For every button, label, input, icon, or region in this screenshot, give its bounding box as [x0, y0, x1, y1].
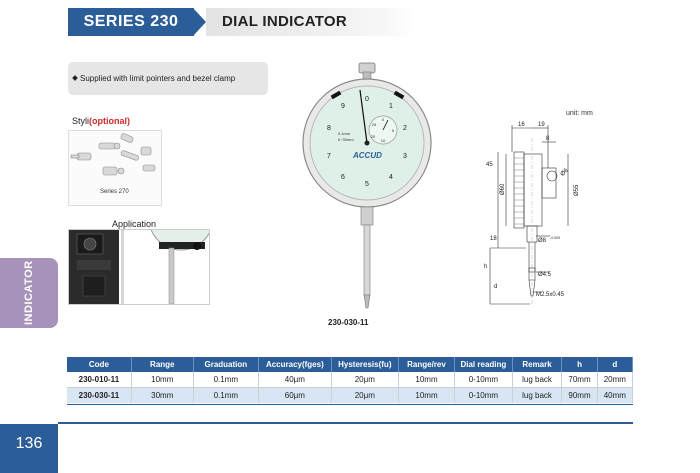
- contact-point: [364, 295, 370, 308]
- application-photo: [68, 229, 210, 305]
- indicator-stem: [169, 248, 174, 304]
- counter-number: 10: [380, 138, 386, 143]
- page-number: 136: [15, 435, 43, 452]
- stem-sleeve: [361, 207, 373, 225]
- table-cell-code: 230-030-11: [67, 388, 131, 404]
- table-cell: 60μm: [258, 388, 331, 404]
- clamp-knob-icon: [84, 238, 96, 250]
- lug-back: [542, 168, 556, 198]
- dial-number: 9: [341, 103, 345, 110]
- lug-hole: [547, 171, 557, 181]
- dim-6: Ø6: [559, 167, 570, 178]
- stylus-4: [121, 150, 140, 161]
- dial-number: 4: [389, 174, 393, 181]
- column-header: Accuracy(fges): [258, 357, 331, 372]
- table-cell: 10mm: [131, 372, 193, 388]
- table-cell: 0-10mm: [455, 372, 513, 388]
- stylus-3: [120, 133, 133, 144]
- column-header: Code: [67, 357, 131, 372]
- product-model-label: 230-030-11: [328, 318, 369, 327]
- counter-number: 20: [370, 134, 376, 139]
- dial-number: 1: [389, 103, 393, 110]
- column-header: h: [562, 357, 597, 372]
- bezel-side: [514, 152, 524, 228]
- dial-range-text: 0~30mm: [338, 137, 354, 142]
- dial-number: 6: [341, 174, 345, 181]
- section-tab-label: INDICATOR: [23, 260, 35, 326]
- application-illustration: [69, 230, 209, 304]
- table-cell: 30mm: [131, 388, 193, 404]
- styli-label-text: Styli: [72, 116, 90, 126]
- dim-45: 45: [486, 162, 493, 168]
- holder-arm: [77, 260, 111, 270]
- series-tab: SERIES 230: [68, 8, 194, 36]
- table-cell-code: 230-010-11: [67, 372, 131, 388]
- stylus-1-tip: [71, 155, 79, 158]
- dim-19: 19: [538, 122, 545, 128]
- stylus-2: [99, 143, 115, 149]
- column-header: Graduation: [193, 357, 258, 372]
- table-cell: 10mm: [398, 388, 454, 404]
- brand-logo: ACCUD: [353, 151, 382, 160]
- dim-4-5: Ø4.5: [538, 272, 552, 278]
- table-cell: 20μm: [331, 388, 398, 404]
- feature-text: Supplied with limit pointers and bezel clamp: [80, 74, 236, 83]
- series270-label: Series 270: [100, 189, 129, 195]
- dial-number: 8: [327, 125, 331, 132]
- table-row: [67, 372, 633, 388]
- dim-d: d: [494, 284, 498, 290]
- counter-number: 0: [381, 117, 385, 122]
- stylus-6: [143, 165, 155, 171]
- series-tab-arrow: [193, 8, 206, 36]
- column-header: Range: [131, 357, 193, 372]
- table-cell: lug back: [512, 388, 562, 404]
- stylus-7: [103, 167, 117, 175]
- table-cell: 0-10mm: [455, 388, 513, 404]
- dial-number: 0: [365, 96, 369, 103]
- table-header-row: [67, 357, 633, 372]
- table-cell: 40μm: [258, 372, 331, 388]
- column-header: Range/rev: [398, 357, 454, 372]
- dial-number: 3: [403, 153, 407, 160]
- application-label: Application: [112, 219, 157, 229]
- top-lug: [359, 63, 375, 73]
- stylus-5: [141, 147, 151, 155]
- table-cell: 90mm: [562, 388, 597, 404]
- unit-label: unit: mm: [566, 110, 593, 117]
- styli-optional: (optional): [89, 116, 131, 126]
- dim-thread: M2.5x0.45: [536, 292, 565, 298]
- technical-drawing: [470, 118, 620, 310]
- table-cell: 0.1mm: [193, 388, 258, 404]
- table-cell: 40mm: [597, 388, 632, 404]
- stylus-2-ball: [114, 143, 120, 149]
- dim-h: h: [484, 264, 488, 270]
- page-title: DIAL INDICATOR: [222, 13, 348, 30]
- table-bottom-rule: [67, 404, 633, 405]
- dim-8: 8: [546, 136, 550, 142]
- table-cell: 0.1mm: [193, 372, 258, 388]
- dim-stem-tol: -0.009: [550, 236, 560, 240]
- table-cell: 10mm: [398, 372, 454, 388]
- dim-60: Ø60: [500, 183, 506, 195]
- dial-number: 2: [403, 125, 407, 132]
- dial-graduation-text: 0.1mm: [338, 131, 351, 136]
- counter-number: 5: [391, 128, 395, 133]
- table-cell: 20mm: [597, 372, 632, 388]
- styli-label: [72, 116, 130, 126]
- footer-rule: [58, 422, 633, 424]
- column-header: Hysteresis(fu): [331, 357, 398, 372]
- dial-number: 5: [365, 181, 369, 188]
- table-row: [67, 388, 633, 404]
- case-body: [524, 154, 542, 226]
- dim-55: Ø55: [574, 184, 580, 196]
- counter-number: 25: [371, 122, 377, 127]
- dim-16: 16: [518, 122, 525, 128]
- column-header: Dial reading: [455, 357, 513, 372]
- table-cell: 70mm: [562, 372, 597, 388]
- spec-table: [67, 357, 633, 403]
- holder-post: [83, 276, 105, 296]
- table-cell: 20μm: [331, 372, 398, 388]
- dial-indicator-product: [298, 60, 438, 318]
- spindle: [364, 225, 370, 295]
- table-cell: lug back: [512, 372, 562, 388]
- dim-stem: Ø8: [538, 238, 547, 244]
- stylus-7-ball: [118, 168, 124, 174]
- column-header: Remark: [512, 357, 562, 372]
- dim-18: 18: [490, 236, 497, 242]
- dial-number: 7: [327, 153, 331, 160]
- column-header: d: [597, 357, 632, 372]
